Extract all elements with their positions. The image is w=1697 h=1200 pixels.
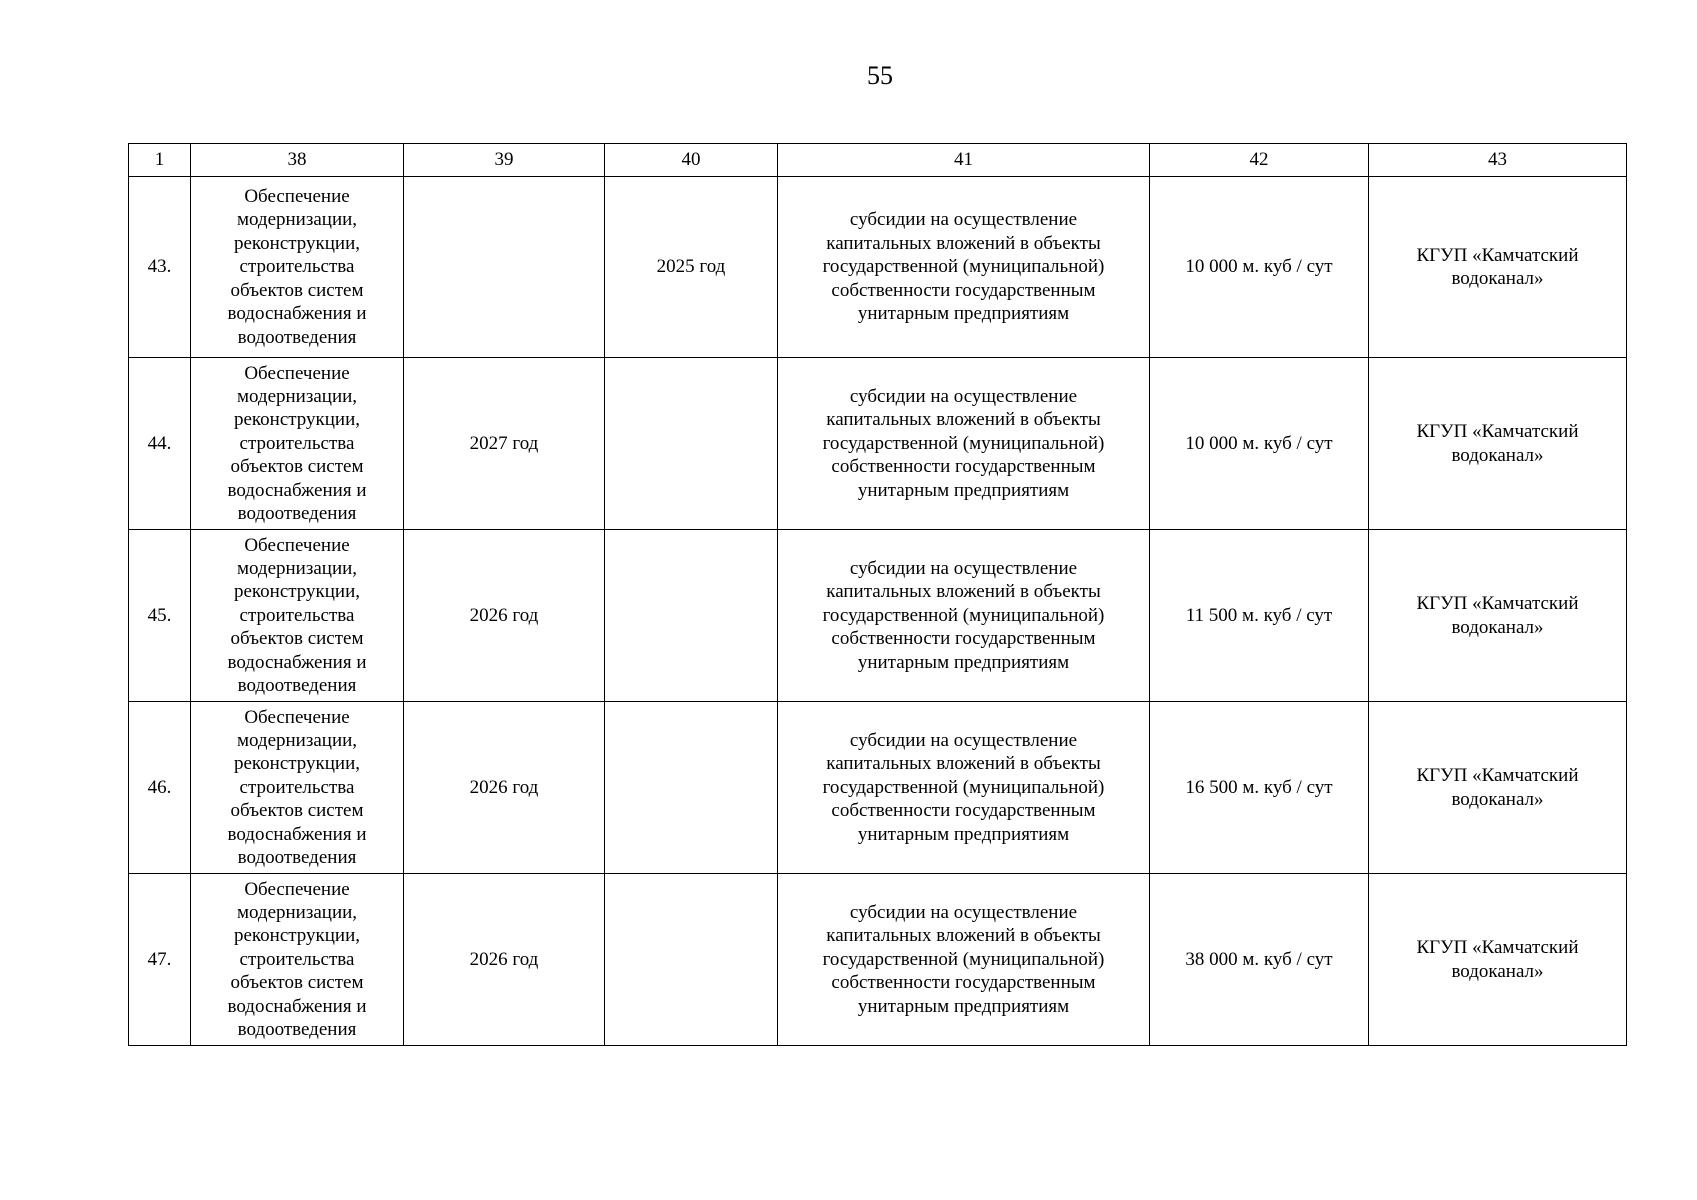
table-row xyxy=(129,702,1627,874)
row-number: 44. xyxy=(129,358,191,530)
executor-cell xyxy=(1369,874,1627,1046)
method-text: субсидии на осуществление капитальных вложений в объекты государственной (муниципальной) собственности государственным унитарным предприятиям xyxy=(822,729,1105,845)
table-row xyxy=(129,530,1627,702)
method-cell xyxy=(778,177,1150,358)
executor-cell xyxy=(1369,358,1627,530)
header-col-38: 38 xyxy=(191,144,404,177)
row-number: 47. xyxy=(129,874,191,1046)
activity-cell xyxy=(191,177,404,358)
activity-cell xyxy=(191,358,404,530)
activity-text: Обеспечение модернизации, реконструкции, строительства объектов систем водоснабжения и водоотведения xyxy=(227,706,367,869)
method-text: субсидии на осуществление капитальных вложений в объекты государственной (муниципальной) собственности государственным унитарным предприятиям xyxy=(822,385,1105,501)
table-row xyxy=(129,177,1627,358)
col39-cell: 2027 год xyxy=(404,358,605,530)
table-header-row xyxy=(129,144,1627,177)
col40-cell xyxy=(605,358,778,530)
header-col-42: 42 xyxy=(1150,144,1369,177)
row-number: 46. xyxy=(129,702,191,874)
capacity-cell: 10 000 м. куб / сут xyxy=(1150,177,1369,358)
header-col-39: 39 xyxy=(404,144,605,177)
header-col-43: 43 xyxy=(1369,144,1627,177)
row-number: 43. xyxy=(129,177,191,358)
method-text: субсидии на осуществление капитальных вложений в объекты государственной (муниципальной) собственности государственным унитарным предприятиям xyxy=(822,557,1105,673)
document-table xyxy=(128,143,1627,1046)
page-number: 55 xyxy=(867,61,893,90)
method-cell xyxy=(778,530,1150,702)
activity-cell xyxy=(191,702,404,874)
capacity-cell: 38 000 м. куб / сут xyxy=(1150,874,1369,1046)
col39-cell xyxy=(404,177,605,358)
col40-cell xyxy=(605,530,778,702)
executor-cell xyxy=(1369,530,1627,702)
col40-cell xyxy=(605,874,778,1046)
executor-cell xyxy=(1369,702,1627,874)
header-col-40: 40 xyxy=(605,144,778,177)
col40-cell: 2025 год xyxy=(605,177,778,358)
executor-text: КГУП «Камчатский водоканал» xyxy=(1416,765,1579,810)
capacity-cell: 10 000 м. куб / сут xyxy=(1150,358,1369,530)
col39-cell: 2026 год xyxy=(404,874,605,1046)
table-row xyxy=(129,358,1627,530)
capacity-cell: 11 500 м. куб / сут xyxy=(1150,530,1369,702)
method-cell xyxy=(778,702,1150,874)
activity-cell xyxy=(191,874,404,1046)
activity-text: Обеспечение модернизации, реконструкции, строительства объектов систем водоснабжения и водоотведения xyxy=(227,534,367,697)
col39-cell: 2026 год xyxy=(404,702,605,874)
capacity-cell: 16 500 м. куб / сут xyxy=(1150,702,1369,874)
table-row xyxy=(129,874,1627,1046)
activity-text: Обеспечение модернизации, реконструкции, строительства объектов систем водоснабжения и водоотведения xyxy=(227,878,367,1041)
method-text: субсидии на осуществление капитальных вложений в объекты государственной (муниципальной) собственности государственным унитарным предприятиям xyxy=(822,901,1105,1017)
method-cell xyxy=(778,358,1150,530)
executor-text: КГУП «Камчатский водоканал» xyxy=(1416,937,1579,982)
activity-text: Обеспечение модернизации, реконструкции, строительства объектов систем водоснабжения и водоотведения xyxy=(227,186,367,348)
executor-text: КГУП «Камчатский водоканал» xyxy=(1416,593,1579,638)
row-number: 45. xyxy=(129,530,191,702)
activity-text: Обеспечение модернизации, реконструкции, строительства объектов систем водоснабжения и водоотведения xyxy=(227,362,367,525)
executor-text: КГУП «Камчатский водоканал» xyxy=(1416,421,1579,466)
method-text: субсидии на осуществление капитальных вложений в объекты государственной (муниципальной) собственности государственным унитарным предприятиям xyxy=(822,209,1105,325)
executor-text: КГУП «Камчатский водоканал» xyxy=(1416,244,1579,289)
method-cell xyxy=(778,874,1150,1046)
col39-cell: 2026 год xyxy=(404,530,605,702)
header-col-1: 1 xyxy=(129,144,191,177)
col40-cell xyxy=(605,702,778,874)
header-col-41: 41 xyxy=(778,144,1150,177)
activity-cell xyxy=(191,530,404,702)
executor-cell xyxy=(1369,177,1627,358)
